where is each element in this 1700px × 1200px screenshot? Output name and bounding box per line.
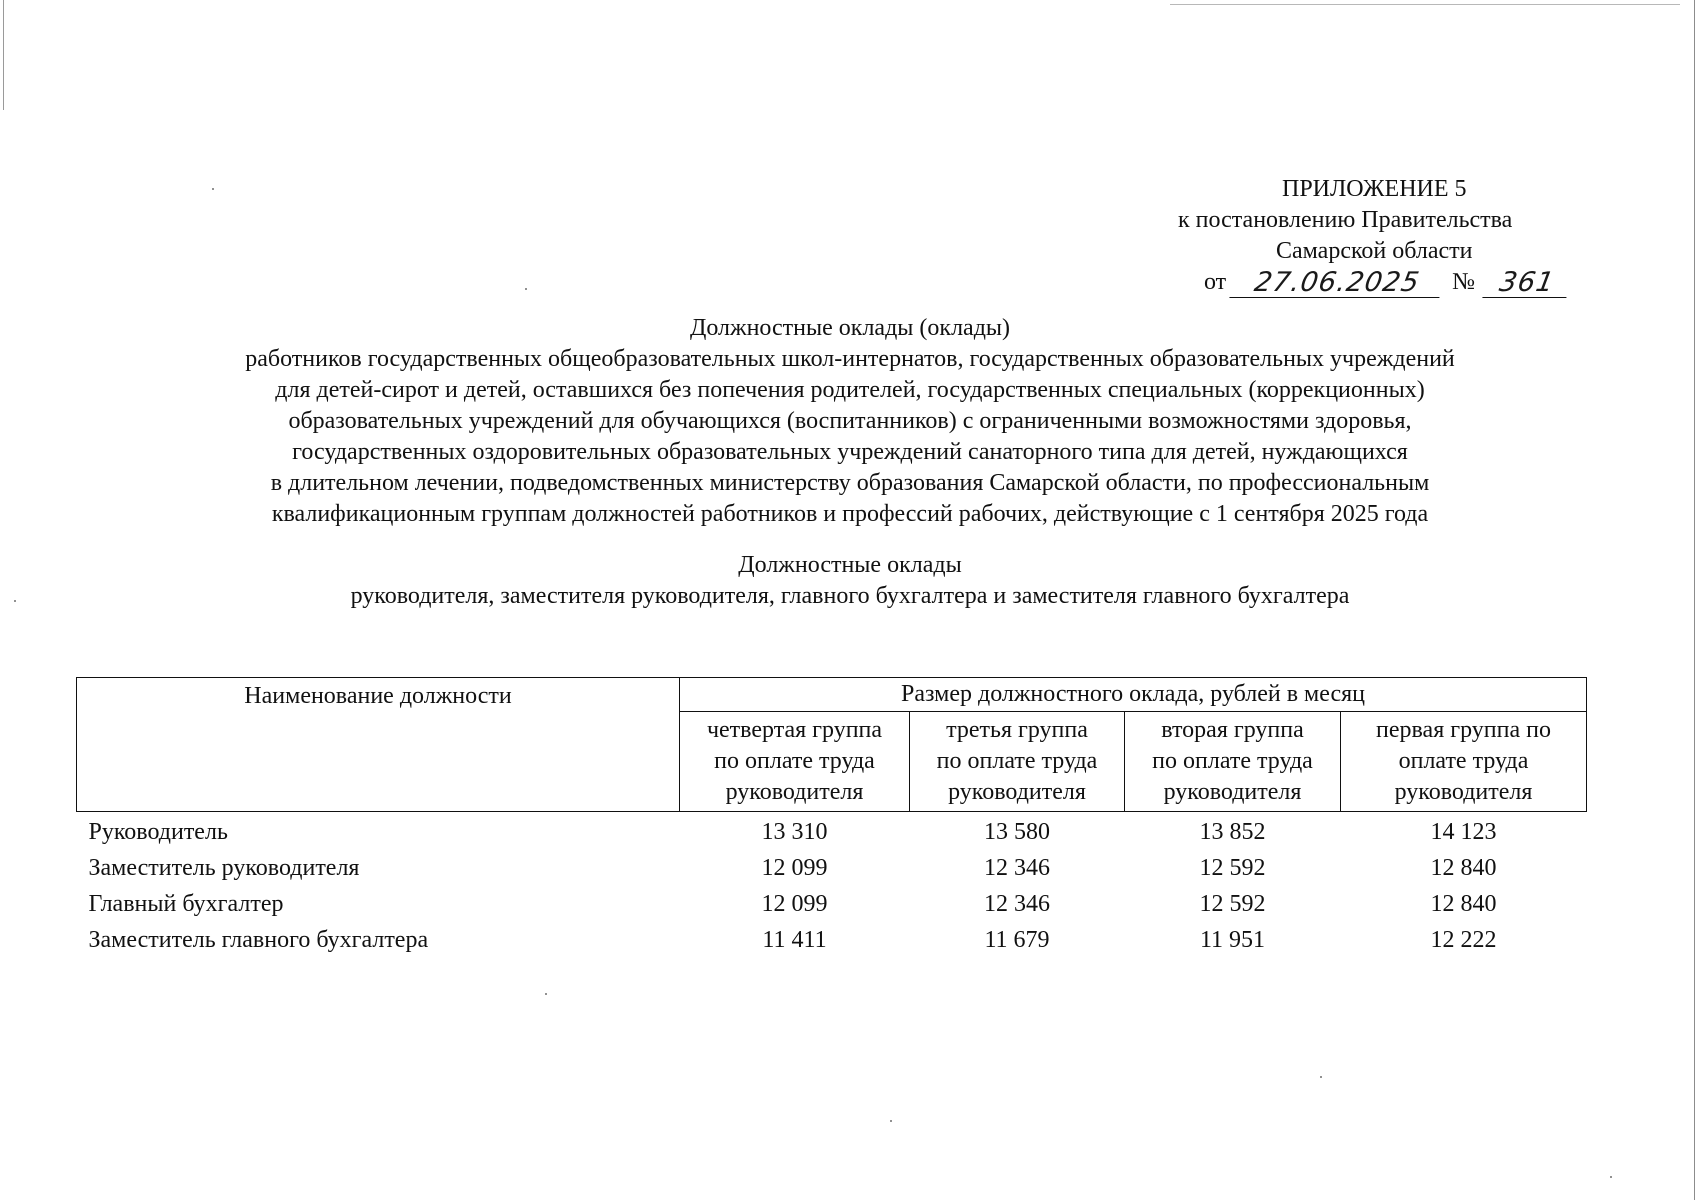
position-cell: Заместитель руководителя <box>88 854 360 881</box>
salary-cell: 12 346 <box>984 854 1050 881</box>
salary-cell: 11 411 <box>762 926 827 953</box>
header-group-line: оплате труда <box>1398 748 1529 774</box>
header-group-line: руководителя <box>948 779 1086 805</box>
document-title-line: квалификационным группам должностей работников и профессий рабочих, действующие с 1 сентября 2025 года <box>271 501 1429 527</box>
document-title-line: для детей-сирот и детей, оставшихся без попечения родителей, государственных специальных (коррекционных) <box>275 377 1425 403</box>
scan-edge-top <box>1170 4 1680 5</box>
scan-speck <box>212 188 214 190</box>
salary-cell: 13 852 <box>1199 818 1266 845</box>
header-group-line: вторая группа <box>1161 717 1304 743</box>
table-row <box>77 886 1587 922</box>
position-cell: Руководитель <box>88 818 228 845</box>
salary-cell: 11 679 <box>984 926 1050 953</box>
scan-edge-right <box>1694 0 1695 1200</box>
header-group-4 <box>680 712 910 812</box>
header-group-line: руководителя <box>725 779 864 805</box>
scan-speck <box>545 993 547 995</box>
header-salary: Размер должностного оклада, рублей в месяц <box>680 678 1587 712</box>
salary-cell: 12 840 <box>1430 890 1497 917</box>
header-group-line: по оплате труда <box>1152 748 1313 774</box>
table-row <box>77 850 1587 886</box>
salary-cell: 12 099 <box>761 890 828 917</box>
header-group-2 <box>1125 712 1341 812</box>
scan-speck <box>525 288 527 290</box>
scan-speck <box>14 600 16 602</box>
salary-cell: 12 840 <box>1430 854 1497 881</box>
handwritten-date: 27.06.2025 <box>1230 268 1445 298</box>
appendix-date-number-line <box>1204 267 1569 298</box>
table-row <box>77 922 1587 958</box>
document-title-line: государственных оздоровительных образовательных учреждений санаторного типа для детей, нуждающихся <box>292 439 1408 465</box>
salary-cell: 12 592 <box>1199 890 1266 917</box>
header-group-line: руководителя <box>1163 779 1302 805</box>
header-group-line: руководителя <box>1394 779 1533 805</box>
document-title-line: работников государственных общеобразовательных школ-интернатов, государственных образовательных учреждений <box>245 346 1455 372</box>
position-cell: Заместитель главного бухгалтера <box>88 926 429 953</box>
document-title-line: в длительном лечении, подведомственных министерству образования Самарской области, по профессиональным <box>270 470 1430 496</box>
salary-cell: 12 592 <box>1199 854 1266 881</box>
from-label: от <box>1204 269 1227 295</box>
salary-cell: 12 346 <box>984 890 1050 917</box>
header-position: Наименование должности <box>77 678 680 812</box>
salary-cell: 11 951 <box>1199 926 1266 953</box>
table-title-line: руководителя, заместителя руководителя, главного бухгалтера и заместителя главного бухгалтера <box>350 583 1350 609</box>
table-header-row <box>77 678 1587 712</box>
scan-edge-left <box>3 0 4 110</box>
table-title <box>100 550 1600 612</box>
salary-cell: 14 123 <box>1430 818 1497 845</box>
header-group-line: по оплате труда <box>714 748 875 774</box>
header-group-line: третья группа <box>946 717 1088 743</box>
handwritten-number: 361 <box>1482 268 1571 298</box>
document-title <box>100 313 1600 530</box>
header-group-line: первая группа по <box>1376 717 1551 743</box>
salary-cell: 12 222 <box>1430 926 1497 953</box>
appendix-resolution-line: к постановлению Правительства <box>1178 207 1513 233</box>
header-group-line: по оплате труда <box>936 748 1098 774</box>
appendix-region-line: Самарской области <box>1276 238 1473 264</box>
salary-table <box>76 677 1587 958</box>
table-row <box>77 812 1587 851</box>
header-group-1 <box>1341 712 1587 812</box>
scan-speck <box>1610 1176 1612 1178</box>
table-title-line: Должностные оклады <box>738 552 962 578</box>
document-title-line: Должностные оклады (оклады) <box>689 315 1011 341</box>
salary-cell: 13 580 <box>984 818 1050 845</box>
position-cell: Главный бухгалтер <box>88 890 284 917</box>
header-group-3 <box>910 712 1125 812</box>
salary-cell: 12 099 <box>761 854 828 881</box>
document-title-line: образовательных учреждений для обучающихся (воспитанников) с ограниченными возможностями здоровья, <box>288 408 1412 434</box>
salary-cell: 13 310 <box>761 818 828 845</box>
number-label: № <box>1452 269 1476 295</box>
appendix-title: ПРИЛОЖЕНИЕ 5 <box>1282 176 1467 202</box>
scan-speck <box>890 1120 892 1122</box>
scan-speck <box>1320 1076 1322 1078</box>
header-group-line: четвертая группа <box>706 717 883 743</box>
